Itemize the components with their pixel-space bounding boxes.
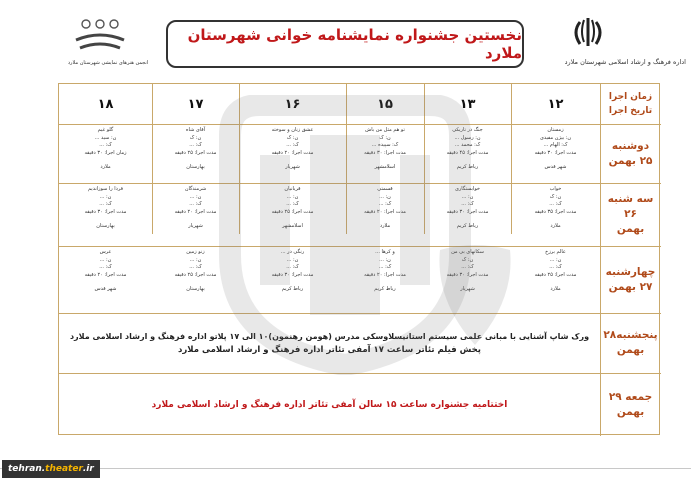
performance-cell bbox=[346, 183, 424, 246]
venue-name: رباط کریم bbox=[456, 164, 479, 170]
performance-cell bbox=[239, 183, 346, 246]
play-title: تو هم مثل من باش bbox=[365, 127, 405, 133]
day-label bbox=[600, 246, 661, 313]
day-name: پنجشنبه۲۸ bbox=[603, 329, 658, 341]
play-detail: ک: ... bbox=[378, 264, 392, 270]
site-name-part: theater bbox=[45, 464, 83, 474]
venue-name: شهریار bbox=[188, 223, 203, 229]
date-header: ۱۶ bbox=[284, 96, 301, 112]
day-date: بهمن bbox=[616, 405, 645, 418]
date-header: ۱۲ bbox=[547, 96, 564, 112]
date-header: ۱۵ bbox=[377, 96, 393, 112]
day-date: ۲۷ بهمن bbox=[608, 280, 653, 293]
play-detail: ن: ک bbox=[379, 134, 391, 141]
play-title: عالم برزخ bbox=[545, 249, 566, 255]
play-detail: ک: الهام ... bbox=[543, 142, 568, 148]
theater-masks-icon bbox=[70, 18, 142, 58]
performance-cell bbox=[424, 246, 511, 313]
play-detail: مدت اجرا: ۳۰ دقیقه bbox=[364, 149, 406, 156]
venue-name: اسلامشهر bbox=[374, 164, 396, 170]
performance-cell bbox=[59, 124, 152, 183]
right-org-name: اداره فرهنگ و ارشاد اسلامی شهرستان ملارد bbox=[564, 58, 686, 66]
venue-name: بهارستان bbox=[186, 286, 205, 292]
workshop-text: ورک شاپ آشنایی با مبانی علمی سیستم استانیسلاوسکی مدرس (هومن رهنمون)۱۰ الی ۱۷ پلاتو اداره فرهنگ و ارشاد اسلامی ملارد bbox=[69, 331, 590, 341]
play-detail: ک: ... bbox=[286, 142, 299, 148]
play-detail: ک: محمد ... bbox=[454, 142, 481, 148]
performance-cell bbox=[424, 124, 511, 183]
day-label bbox=[600, 313, 661, 373]
venue-name: شهریار bbox=[285, 164, 300, 170]
play-title: زمستان bbox=[547, 127, 564, 133]
play-title: قسمتی bbox=[377, 186, 393, 192]
day-name: دوشنبه bbox=[611, 139, 650, 152]
date-header: ۱۸ bbox=[97, 96, 114, 112]
schedule-table bbox=[58, 83, 660, 435]
play-detail: ن: ... bbox=[549, 256, 562, 263]
play-title: سکانهای بی من bbox=[451, 249, 484, 255]
play-detail: ک: ... bbox=[99, 264, 112, 270]
play-detail: مدت اجرا: ۴۵ دقیقه bbox=[446, 149, 489, 156]
play-detail: ک: ... bbox=[549, 201, 562, 207]
page-title: نخستین جشنواره نمایشنامه خوانی شهرستان ملارد bbox=[187, 26, 522, 62]
play-detail: ن: سید ... bbox=[94, 134, 117, 141]
venue-name: ملارد bbox=[100, 164, 111, 170]
play-detail: ک: ... bbox=[99, 201, 112, 207]
performance-cell bbox=[346, 124, 424, 183]
play-detail: ن: ... bbox=[189, 256, 202, 263]
play-detail: مدت اجرا: ۳۰ دقیقه bbox=[534, 149, 577, 156]
day-label bbox=[600, 124, 661, 183]
play-detail: ک: ... bbox=[378, 201, 392, 207]
performance-cell bbox=[152, 183, 239, 246]
play-detail: ن: ... bbox=[286, 193, 299, 200]
closing-cell bbox=[59, 373, 600, 436]
play-detail: ک: ... bbox=[461, 264, 474, 270]
play-detail: ک: ... bbox=[189, 201, 202, 207]
venue-name: رباط کریم bbox=[281, 286, 304, 292]
play-detail: ن: بیژن مفیدی bbox=[539, 134, 572, 141]
header bbox=[0, 0, 691, 80]
date-header: ۱۷ bbox=[187, 96, 204, 112]
site-name-part: .ir bbox=[82, 464, 94, 474]
closing-ceremony-text: اختتامیه جشنواره ساعت ۱۵ سالن آمفی تئاتر اداره فرهنگ و ارشاد اسلامی ملارد bbox=[151, 399, 508, 410]
performance-cell bbox=[511, 183, 600, 246]
day-name: جمعه ۲۹ bbox=[608, 390, 653, 403]
play-detail: ک: ... bbox=[189, 142, 202, 148]
play-title: فردا را سوزاندیم bbox=[87, 186, 124, 192]
ministry-logo bbox=[536, 14, 686, 74]
play-detail: ن: ک bbox=[286, 134, 299, 141]
day-name: چهارشنبه bbox=[605, 265, 656, 278]
play-title: گلو غیم bbox=[97, 127, 114, 133]
play-title: خوابستگاری bbox=[454, 186, 481, 192]
play-detail: مدت اجرا: ۲۰ دقیقه bbox=[271, 149, 314, 156]
play-title: خواب bbox=[549, 186, 562, 192]
play-detail: مدت اجرا: ۳۰ دقیقه bbox=[446, 208, 489, 215]
date-header: ۱۳ bbox=[459, 96, 476, 112]
play-detail: ن: ... bbox=[461, 193, 474, 200]
performance-cell bbox=[346, 246, 424, 313]
performance-cell bbox=[511, 246, 600, 313]
title-box bbox=[166, 20, 524, 68]
play-title: زنو زمین bbox=[186, 249, 205, 255]
play-detail: ن: ... bbox=[99, 193, 112, 200]
play-detail: مدت اجرا: ۲۵ دقیقه bbox=[174, 149, 217, 156]
play-title: عشق زنان و سوخته bbox=[271, 127, 314, 133]
venue-name: اسلامشهر bbox=[282, 223, 303, 229]
venue-name: ملارد bbox=[379, 223, 391, 229]
play-detail: مدت اجرا: ۳۰ دقیقه bbox=[446, 271, 489, 278]
play-detail: ن: ... bbox=[99, 256, 112, 263]
venue-name: بهارستان bbox=[186, 164, 205, 170]
play-detail: مدت اجرا: ۲۵ دقیقه bbox=[174, 271, 217, 278]
venue-name: شهر قدس bbox=[94, 286, 117, 292]
play-detail: مدت اجرا: ۲۵ دقیقه bbox=[534, 271, 577, 278]
venue-name: شهر قدس bbox=[544, 164, 567, 170]
day-date: بهمن bbox=[616, 344, 645, 356]
day-date: بهمن bbox=[616, 223, 645, 235]
performance-cell bbox=[59, 183, 152, 246]
theater-association-logo bbox=[58, 18, 148, 68]
venue-name: شهریار bbox=[460, 286, 475, 292]
performance-cell bbox=[152, 246, 239, 313]
play-detail: ن: رسول ... bbox=[454, 134, 481, 141]
venue-name: رباط کریم bbox=[456, 223, 479, 229]
play-title: رنگی در ... bbox=[280, 249, 305, 255]
day-label bbox=[600, 373, 661, 436]
play-title: و کرها ... bbox=[375, 249, 395, 255]
day-date: ۲۵ بهمن bbox=[608, 154, 653, 167]
play-detail: ن: ... bbox=[286, 256, 299, 263]
venue-name: ملارد bbox=[550, 286, 561, 292]
film-screening-text: پخش فیلم تئاتر ساعت ۱۷ آمفی تئاتر اداره فرهنگ و ارشاد اسلامی ملارد bbox=[178, 344, 481, 355]
workshop-cell bbox=[59, 313, 600, 373]
performance-cell bbox=[511, 124, 600, 183]
play-detail: ک: ... bbox=[461, 201, 474, 207]
play-title: قربانیان bbox=[284, 186, 301, 192]
venue-name: رباط کریم bbox=[374, 286, 396, 292]
play-detail: ن: ک bbox=[549, 193, 562, 200]
performance-cell bbox=[152, 124, 239, 183]
venue-name: بهارستان bbox=[96, 223, 115, 229]
day-label bbox=[600, 183, 661, 246]
left-org-name: انجمن هنرهای نمایشی شهرستان ملارد bbox=[67, 60, 149, 66]
play-title: آقای شاه bbox=[185, 127, 206, 133]
play-detail: ن: ... bbox=[189, 193, 202, 200]
play-title: عرس bbox=[99, 249, 112, 255]
play-detail: ک: سپیده ... bbox=[371, 142, 399, 148]
play-title: شرمندگان bbox=[184, 186, 207, 192]
play-detail: ک: ... bbox=[286, 201, 299, 207]
corner-date: تاریخ اجرا bbox=[608, 106, 653, 116]
play-detail: ن: ک bbox=[461, 256, 474, 263]
play-detail: ن: ک bbox=[189, 134, 202, 141]
footer-divider bbox=[0, 468, 691, 469]
play-detail: مدت اجرا: ۳۵ دقیقه bbox=[534, 208, 577, 215]
corner-header bbox=[600, 84, 661, 124]
play-detail: مدت اجرا: ۳۰ دقیقه bbox=[271, 271, 314, 278]
play-detail: ن: ... bbox=[379, 193, 391, 200]
play-detail: مدت اجرا: ۲۰ دقیقه bbox=[84, 271, 127, 278]
play-title: جنگ در تاریکی bbox=[452, 127, 483, 133]
corner-time: زمان اجرا bbox=[608, 92, 653, 102]
performance-cell bbox=[239, 246, 346, 313]
play-detail: ک: ... bbox=[549, 264, 562, 270]
iran-emblem-icon bbox=[568, 14, 608, 54]
performance-cell bbox=[59, 246, 152, 313]
play-detail: مدت اجرا: ۲۰ دقیقه bbox=[364, 208, 406, 215]
day-name: سه شنبه ۲۶ bbox=[607, 193, 654, 220]
play-detail: ن: ... bbox=[379, 256, 391, 263]
play-detail: مدت اجرا: ۲۰ دقیقه bbox=[174, 208, 217, 215]
play-detail: مدت اجرا: ۲۰ دقیقه bbox=[364, 271, 406, 278]
site-watermark bbox=[2, 460, 100, 478]
play-detail: ک: ... bbox=[286, 264, 299, 270]
play-detail: زمان اجرا: ۳۰ دقیقه bbox=[84, 149, 127, 156]
play-detail: ک: ... bbox=[99, 142, 112, 148]
play-detail: ک: ... bbox=[189, 264, 202, 270]
performance-cell bbox=[424, 183, 511, 246]
play-detail: مدت اجرا: ۲۵ دقیقه bbox=[271, 208, 314, 215]
performance-cell bbox=[239, 124, 346, 183]
play-detail: مدت اجرا: ۳۰ دقیقه bbox=[84, 208, 127, 215]
venue-name: ملارد bbox=[550, 223, 561, 229]
site-name-part: tehran. bbox=[8, 464, 46, 474]
